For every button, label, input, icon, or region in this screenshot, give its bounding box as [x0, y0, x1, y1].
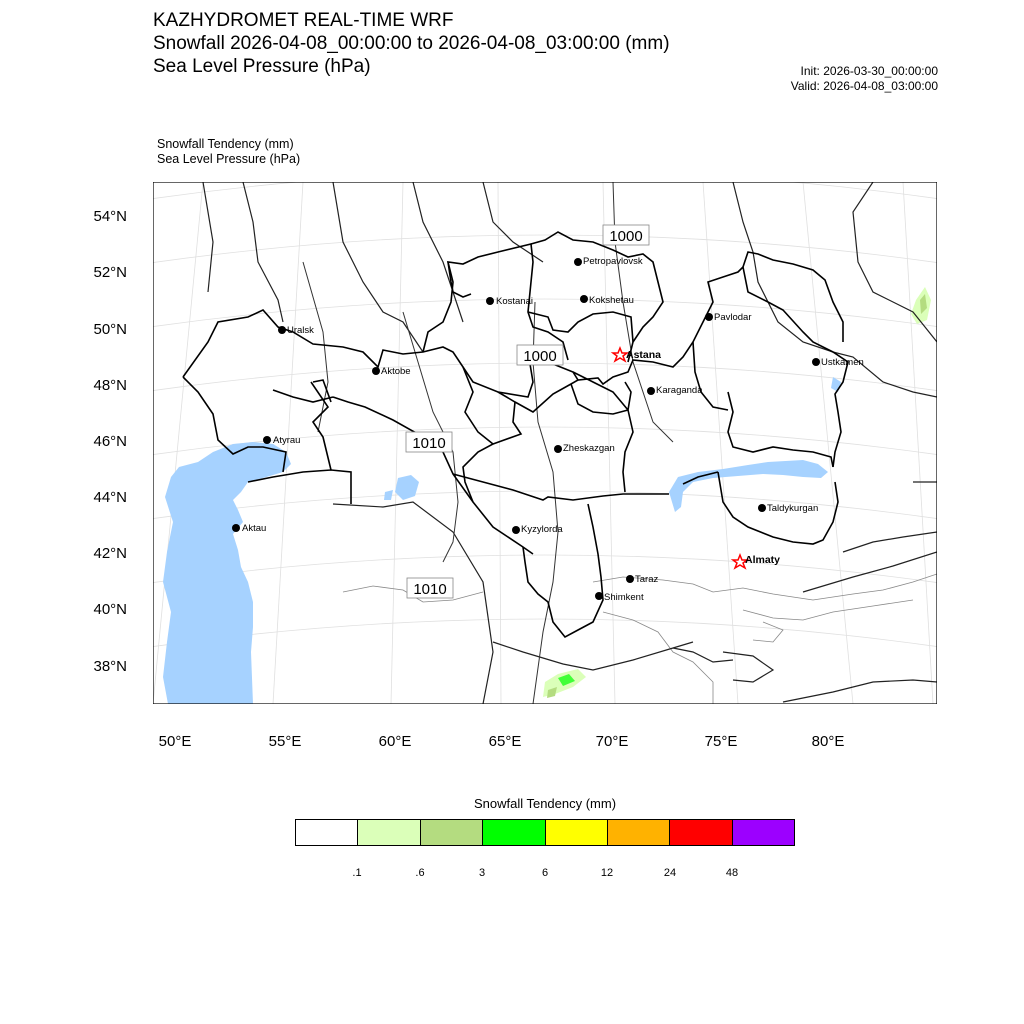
header-title: KAZHYDROMET REAL-TIME WRF	[153, 10, 454, 31]
colorbar-label-3: 3	[478, 867, 486, 879]
lat-label-52: 52°N	[93, 264, 127, 281]
isobar-label-1010-aral: 1010	[412, 435, 446, 452]
colorbar-bin	[296, 820, 357, 845]
isobar-labels	[406, 225, 649, 598]
marker-petropavlovsk	[574, 258, 582, 266]
lake-zaysan	[831, 377, 841, 392]
aral-sea	[395, 475, 419, 500]
colorbar-label-6: 6	[541, 867, 549, 879]
colorbar-bin	[607, 820, 669, 845]
marker-ustkamen	[812, 358, 820, 366]
city-label-petropavlovsk: Petropavlovsk	[583, 256, 643, 267]
init-time: Init: 2026-03-30_00:00:00	[800, 64, 938, 78]
colorbar-title: Snowfall Tendency (mm)	[473, 796, 617, 811]
valid-time: Valid: 2026-04-08_03:00:00	[790, 79, 938, 93]
city-label-ustkamen: Ustkamen	[821, 357, 864, 368]
city-label-karaganda: Karaganda	[656, 385, 703, 396]
snowfall-areas	[543, 287, 931, 698]
lat-label-50: 50°N	[93, 321, 127, 338]
city-label-kyzylorda: Kyzylorda	[521, 524, 563, 535]
lat-label-54: 54°N	[93, 208, 127, 225]
field-label-snowfall: Snowfall Tendency (mm)	[157, 137, 294, 151]
header-pressure: Sea Level Pressure (hPa)	[153, 56, 371, 77]
header-snowfall-period: Snowfall 2026-04-08_00:00:00 to 2026-04-08_03:00:00 (mm)	[153, 33, 670, 54]
colorbar-label-12: 12	[600, 867, 614, 879]
colorbar-label-24: 24	[663, 867, 677, 879]
isobar-label-1010-south: 1010	[413, 581, 447, 598]
map-panel	[153, 182, 937, 704]
colorbar-label-0.1: .1	[352, 867, 362, 879]
colorbar	[295, 819, 795, 846]
colorbar-label-48: 48	[725, 867, 739, 879]
lon-label-70: 70°E	[595, 733, 629, 750]
lat-label-48: 48°N	[93, 377, 127, 394]
marker-pavlodar	[705, 313, 713, 321]
graticule	[153, 182, 937, 704]
lat-label-46: 46°N	[93, 433, 127, 450]
colorbar-bin	[545, 820, 607, 845]
lon-label-75: 75°E	[704, 733, 738, 750]
city-label-aktobe: Aktobe	[381, 366, 411, 377]
marker-kokshetau	[580, 295, 588, 303]
marker-taraz	[626, 575, 634, 583]
marker-taldykurgan	[758, 504, 766, 512]
city-label-taldykurgan: Taldykurgan	[767, 503, 819, 514]
marker-aktobe	[372, 367, 380, 375]
lat-label-40: 40°N	[93, 601, 127, 618]
city-label-kokshetau: Kokshetau	[589, 295, 634, 306]
city-label-shimkent: Shimkent	[604, 592, 644, 603]
marker-kostanai	[486, 297, 494, 305]
city-label-taraz: Taraz	[635, 574, 659, 585]
marker-kyzylorda	[512, 526, 520, 534]
lat-label-44: 44°N	[93, 489, 127, 506]
lon-label-55: 55°E	[268, 733, 302, 750]
lon-label-65: 65°E	[488, 733, 522, 750]
star-astana	[613, 348, 627, 361]
colorbar-bin	[420, 820, 482, 845]
marker-zheskazgan	[554, 445, 562, 453]
marker-karaganda	[647, 387, 655, 395]
isobar-label-1000-central: 1000	[523, 348, 557, 365]
city-label-atyrau: Atyrau	[273, 435, 301, 446]
colorbar-bin	[732, 820, 794, 845]
lat-label-42: 42°N	[93, 545, 127, 562]
colorbar-label-0.6: .6	[415, 867, 425, 879]
marker-uralsk	[278, 326, 286, 334]
city-label-aktau: Aktau	[242, 523, 267, 534]
isobar-label-1000-north: 1000	[609, 228, 643, 245]
lon-label-60: 60°E	[378, 733, 412, 750]
colorbar-bin	[482, 820, 544, 845]
city-label-almaty: Almaty	[745, 554, 781, 566]
marker-aktau	[232, 524, 240, 532]
colorbar-bin	[357, 820, 419, 845]
lat-label-38: 38°N	[93, 658, 127, 675]
city-label-kostanai: Kostanai	[496, 296, 533, 307]
city-label-pavlodar: Pavlodar	[714, 312, 752, 323]
colorbar-bin	[669, 820, 731, 845]
caspian-sea	[163, 442, 291, 704]
city-label-uralsk: Uralsk	[287, 325, 314, 336]
small-lake	[384, 490, 393, 500]
lon-label-80: 80°E	[811, 733, 845, 750]
city-label-zheskazgan: Zheskazgan	[563, 443, 615, 454]
lon-label-50: 50°E	[158, 733, 192, 750]
marker-atyrau	[263, 436, 271, 444]
field-label-pressure: Sea Level Pressure (hPa)	[157, 152, 301, 166]
city-label-astana: Astana	[626, 349, 662, 361]
marker-shimkent	[595, 592, 603, 600]
